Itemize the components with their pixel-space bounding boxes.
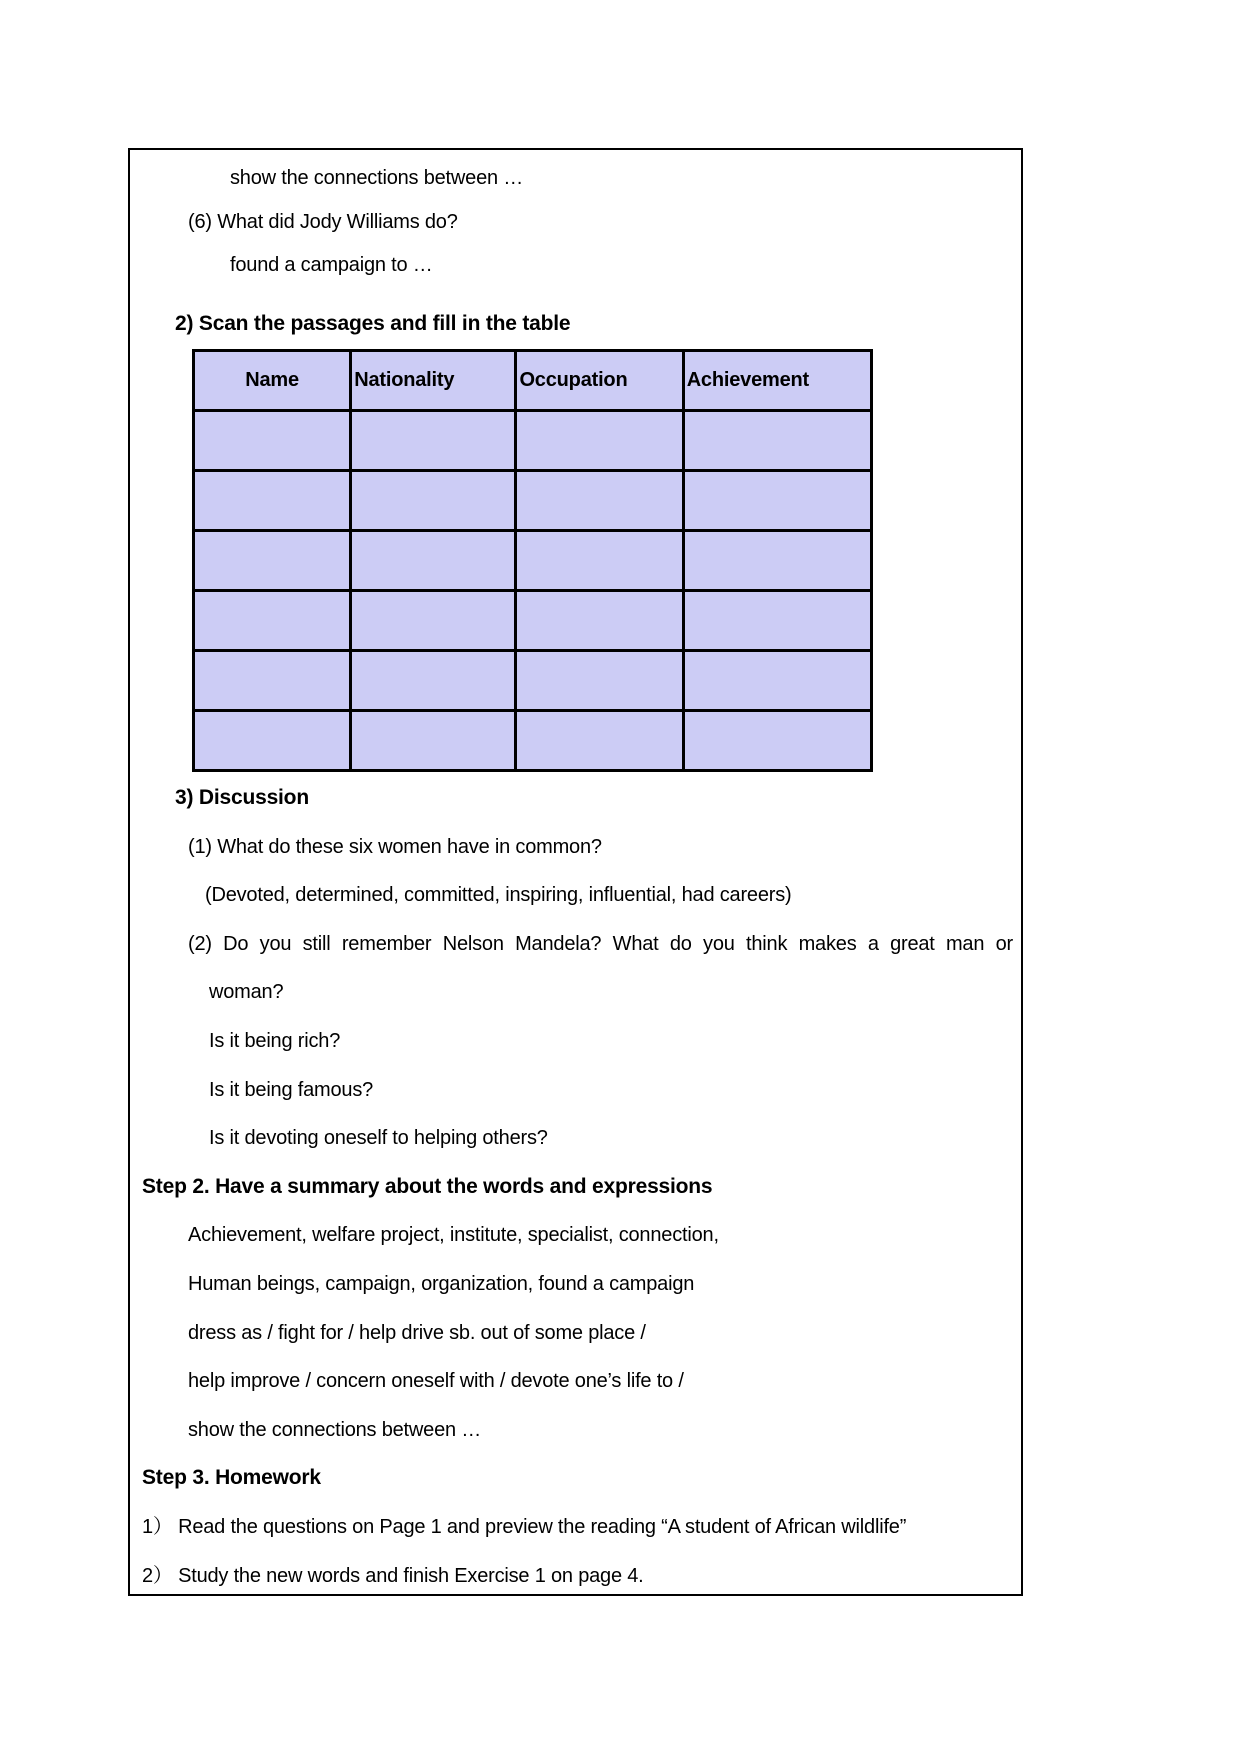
line-is-it-rich: Is it being rich? xyxy=(209,1029,341,1052)
table-header-cell: Achievement xyxy=(683,351,871,411)
heading-step-3: Step 3. Homework xyxy=(142,1466,321,1490)
line-words-5: show the connections between … xyxy=(188,1418,482,1441)
table-cell[interactable] xyxy=(351,531,516,591)
table-cell[interactable] xyxy=(683,591,871,651)
line-discussion-q1: (1) What do these six women have in common? xyxy=(188,835,602,858)
line-is-it-famous: Is it being famous? xyxy=(209,1078,374,1101)
table-row xyxy=(194,711,872,771)
table-cell[interactable] xyxy=(516,651,683,711)
table-header-cell: Occupation xyxy=(516,351,683,411)
heading-step-2: Step 2. Have a summary about the words and expressions xyxy=(142,1174,713,1198)
table-cell[interactable] xyxy=(516,471,683,531)
document-content xyxy=(130,157,1013,1596)
table-cell[interactable] xyxy=(516,711,683,771)
table-row xyxy=(194,411,872,471)
table-cell[interactable] xyxy=(194,531,351,591)
fill-in-table xyxy=(192,349,873,772)
table-cell[interactable] xyxy=(194,411,351,471)
table-cell[interactable] xyxy=(194,651,351,711)
line-words-1: Achievement, welfare project, institute, specialist, connection, xyxy=(188,1224,719,1247)
table-cell[interactable] xyxy=(351,651,516,711)
table-cell[interactable] xyxy=(351,471,516,531)
table-cell[interactable] xyxy=(683,651,871,711)
table-row xyxy=(194,591,872,651)
line-found-campaign: found a campaign to … xyxy=(230,254,433,276)
table-row xyxy=(194,651,872,711)
table-header-cell: Name xyxy=(194,351,351,411)
line-homework-2: 2） Study the new words and finish Exercise 1 on page 4. xyxy=(142,1564,644,1587)
table-cell[interactable] xyxy=(194,711,351,771)
line-discussion-q2: (2) Do you still remember Nelson Mandela? What do you think makes a great man or xyxy=(188,932,1013,955)
table-cell[interactable] xyxy=(516,531,683,591)
table-cell[interactable] xyxy=(683,711,871,771)
table-header-row xyxy=(194,351,872,411)
heading-discussion: 3) Discussion xyxy=(175,786,309,809)
line-discussion-q1-answer: (Devoted, determined, committed, inspiring, influential, had careers) xyxy=(205,884,792,907)
table-cell[interactable] xyxy=(683,531,871,591)
table-cell[interactable] xyxy=(516,411,683,471)
table-cell[interactable] xyxy=(194,471,351,531)
line-words-4: help improve / concern oneself with / devote one’s life to / xyxy=(188,1370,684,1393)
table-cell[interactable] xyxy=(351,711,516,771)
table-row xyxy=(194,531,872,591)
table-cell[interactable] xyxy=(351,591,516,651)
line-question-6: (6) What did Jody Williams do? xyxy=(188,210,458,233)
line-words-2: Human beings, campaign, organization, found a campaign xyxy=(188,1272,695,1295)
table-row xyxy=(194,471,872,531)
heading-scan-table: 2) Scan the passages and fill in the table xyxy=(175,311,571,335)
table-header-cell: Nationality xyxy=(351,351,516,411)
line-words-3: dress as / fight for / help drive sb. out of some place / xyxy=(188,1321,646,1344)
line-show-connections-top: show the connections between … xyxy=(230,167,524,189)
table-cell[interactable] xyxy=(194,591,351,651)
line-discussion-q2-cont: woman? xyxy=(209,981,284,1004)
content-border-box xyxy=(128,148,1023,1596)
table-cell[interactable] xyxy=(516,591,683,651)
table-cell[interactable] xyxy=(683,411,871,471)
table-cell[interactable] xyxy=(351,411,516,471)
line-is-it-devoting: Is it devoting oneself to helping others? xyxy=(209,1127,548,1150)
line-homework-1: 1） Read the questions on Page 1 and preview the reading “A student of African wildlife” xyxy=(142,1515,907,1538)
table-cell[interactable] xyxy=(683,471,871,531)
